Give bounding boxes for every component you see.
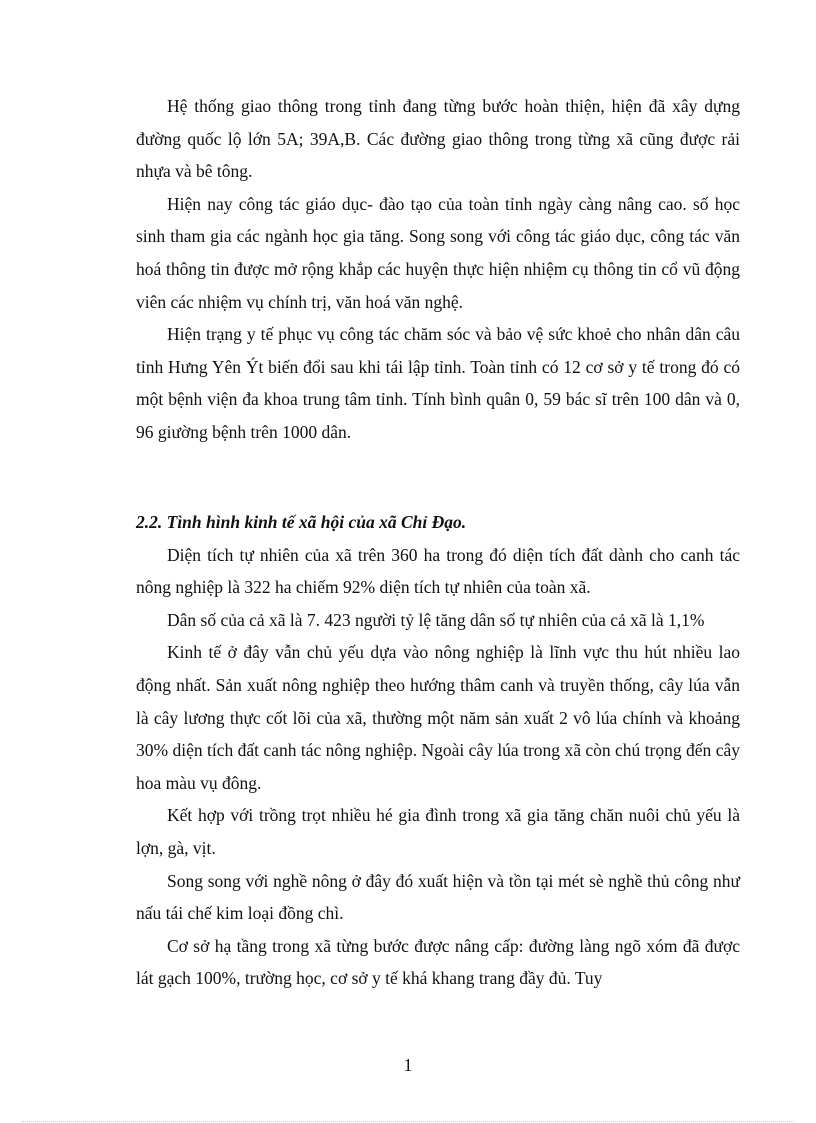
intro-text-block xyxy=(136,90,740,449)
section-heading: 2.2. Tình hình kinh tế xã hội của xã Chỉ Đạo. xyxy=(136,512,467,532)
paragraph-livestock: Kết hợp với trồng trọt nhiều hé gia đình trong xã gia tăng chăn nuôi chủ yếu là lợn, gà, vịt. xyxy=(136,805,740,858)
paragraph-infrastructure: Cơ sở hạ tầng trong xã từng bước được nâng cấp: đường làng ngõ xóm đã được lát gạch 100%, trường học, cơ sở y tế khá khang trang đầy đủ. Tuy xyxy=(136,935,740,989)
page-number: 1 xyxy=(403,1055,413,1075)
paragraph-crafts: Song song với nghề nông ở đây đó xuất hiện và tồn tại mét sè nghề thủ công như nấu tái chế kim loại đồng chì. xyxy=(136,870,740,924)
bottom-dotted-divider xyxy=(22,1121,794,1122)
paragraph-healthcare: Hiện trạng y tế phục vụ công tác chăm sóc và bảo vệ sức khoẻ cho nhân dân câu tỉnh Hưng Yên Ýt biến đổi sau khi tái lập tỉnh. Toàn tỉnh có 12 cơ sở y tế trong đó có một bệnh viện đa khoa trung tâm tỉnh. Tính bình quân 0, 59 bác sĩ trên 100 dân và 0, 96 giường bệnh trên 1000 dân. xyxy=(136,324,740,442)
paragraph-land-area: Diện tích tự nhiên của xã trên 360 ha trong đó diện tích đất dành cho canh tác nông nghiệp là 322 ha chiếm 92% diện tích tự nhiên của toàn xã. xyxy=(136,544,740,598)
paragraph-economy: Kinh tế ở đây vẫn chủ yếu dựa vào nông nghiệp là lĩnh vực thu hút nhiều lao động nhất. Sản xuất nông nghiệp theo hướng thâm canh và truyền thống, cây lúa vẫn là cây lương thực cốt lõi của xã, thường một năm sản xuất 2 vô lúa chính và khoảng 30% diện tích đất canh tác nông nghiệp. Ngoài cây lúa trong xã còn chú trọng đến cây hoa màu vụ đông. xyxy=(136,642,740,793)
paragraph-population: Dân số của cả xã là 7. 423 người tỷ lệ tăng dân số tự nhiên của cả xã là 1,1% xyxy=(167,609,705,630)
section-text-block xyxy=(136,506,740,995)
paragraph-education: Hiện nay công tác giáo dục- đào tạo của toàn tỉnh ngày càng nâng cao. số học sinh tham gia các ngành học gia tăng. Song song với công tác giáo dục, công tác văn hoá thông tin được mở rộng khắp các huyện thực hiện nhiệm cụ thông tin cổ vũ động viên các nhiệm vụ chính trị, văn hoá văn nghệ. xyxy=(136,193,740,312)
paragraph-transport: Hệ thống giao thông trong tỉnh đang từng bước hoàn thiện, hiện đã xây dựng đường quốc lộ lớn 5A; 39A,B. Các đường giao thông trong từng xã cũng được rải nhựa và bê tông. xyxy=(136,96,740,182)
